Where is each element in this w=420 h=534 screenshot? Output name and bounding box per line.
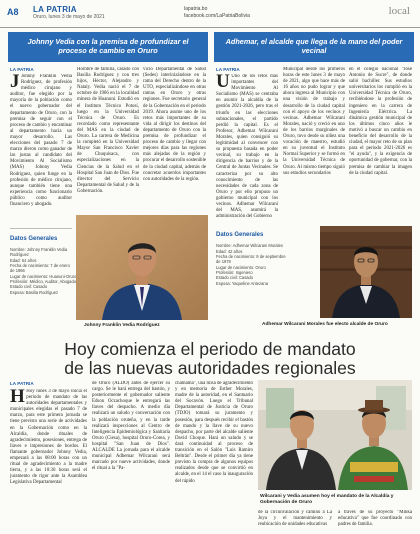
story-left-col1 bbox=[10, 74, 72, 212]
main-col2: de Oruro (ALDO) antes de ejercer su cargo. Se le hará entrega del bastón, y posteriormente el gobernador saliente Edson Oczachoque le entregará las llaves del despacho. A medio día realizará un saludo y conversación con la población oruteña, y en la tarde realizará inspecciones al Centro de Inteligencia Epidemiológica y Sanitaria Oruro (Ciesa), hospital Oruro-Corea, y hospital "San Juan de Dios". ALCALDE La jornada para el alcalde municipal Adhemar Wilcarani será marcado por nueve actividades, donde el ritual a la "Pa- bbox=[92, 381, 170, 472]
story-right-col1-text: Uno de los retos más importantes del Movimiento Al Socialismo (MAS) se centraba en asumir la alcaldía de la gestión 2021-2026, pero tras el triunfo en las elecciones subnacionales, el partido perdió la capital. Es el Profesor, Adhemar Wilcarani Morales, quien consiguió su legitimidad al convencer con su propuesta basada en poder vecinal, su trabajo en la dirigencia de barrios y de la Central de Juntas Vecinales. Se caracteriza por su alto conocimiento de las necesidades de cada zona de Oruro y por ello propuso un gobierno municipal con los vecinos. Adhemar Wilcarani del MAS, asumirá la administración del Gobierno bbox=[216, 74, 278, 220]
main-col5: a través de su proyecto "Minka educativa" que fue coordinado con padres de familia. bbox=[338, 510, 412, 528]
story-right-banner: Adhemar, el alcalde que llega de la mano del poder vecinal bbox=[214, 32, 414, 62]
brand-name: LA PATRIA bbox=[33, 5, 77, 14]
box-line: de 1978 bbox=[216, 259, 231, 264]
headline-line-1: Hoy comienza el periodo de mandato bbox=[64, 339, 356, 359]
story-right-col1 bbox=[216, 74, 278, 224]
box-line: Rodríguez bbox=[10, 252, 29, 257]
box-line: Nombre: Adhemar Wilcarani Morales bbox=[216, 243, 283, 248]
wilcarani-portrait bbox=[320, 226, 412, 318]
dropcap: J bbox=[10, 74, 20, 92]
story-right-col3: en el colegio nacional "José Antonio de Sucre", de donde salió bachiller. Sus estudios universitarios los cumplió en la Universidad Técnica de Oruro, recibiéndose la profesión de ingeniero en la carrera de Ingeniería Eléctrica. La dinámica gestión municipal de los últimos cinco años le motivó a buscar un cambio en beneficio del desarrollo de la ciudad, el mayor reto de su plan para el periodo 2021-2026 es "el ayuda", y la exigencia de oportunidad de gobernar, con la premisa de cambiar la imagen de la ciudad capital. bbox=[349, 67, 412, 176]
box-line: Profesión: Médico, Auditor, Abogado bbox=[10, 279, 76, 284]
story-left-caption: Johnny Franklin Vedia Rodríguez bbox=[84, 323, 160, 328]
box-line: Estado civil: Casado bbox=[216, 275, 254, 280]
box-line: Fecha de nacimiento: 7 de enero bbox=[10, 263, 70, 268]
box-line: de 1966 bbox=[10, 268, 25, 273]
social-link[interactable]: facebook.com/LaPatriaBolivia bbox=[184, 13, 250, 19]
box-line: Esposa: Basilia Rodríguez bbox=[10, 290, 59, 295]
divider bbox=[10, 228, 72, 229]
main-kicker: LA PATRIA bbox=[10, 381, 34, 386]
wilcarani-photo bbox=[320, 226, 412, 318]
dateline: Oruro, lunes 3 de mayo de 2021 bbox=[33, 14, 105, 20]
ceremony-scene bbox=[258, 380, 412, 490]
story-right-caption: Adhemar Wilcarani Morales fue electo alcalde de Oruro bbox=[262, 322, 388, 327]
main-headline bbox=[14, 340, 406, 378]
vedia-photo bbox=[76, 215, 208, 320]
story-right-col2: Municipal desde los primeros horas de este lunes 3 de mayo de 2021, algo que hace más de 16 años no pudo lograr y que ahora ingresa al Municipio con una visión de trabajo y desarrollo de la ciudad capital con el apoyo de los vecinos y vecinas. Adhemar Wilcarani Morales, nació y creció en uno de los barrios marginales de Oruro, tuvo desde su niñez una vocación de maestro, estudió en su juventud el Instituto Normal Superior y se formó en la Universidad Técnica de Oruro. Al mismo tiempo siguió sus estudios secundarios bbox=[283, 67, 345, 176]
box-line: Profesión: Ingeniero bbox=[216, 270, 253, 275]
dropcap: H bbox=[10, 389, 25, 407]
box-line: Esposa: Yaqueline Antezana bbox=[216, 281, 268, 286]
story-left-kicker: LA PATRIA bbox=[10, 67, 34, 72]
story-right-kicker: LA PATRIA bbox=[216, 67, 240, 72]
box-line: Edad: 42 años bbox=[216, 249, 243, 254]
main-col1-text: Hoy lunes 3 de mayo inicia el periodo de mandato de las autoridades departamentales y municipales elegidas el pasado 7 de marzo, para este primera jornada se tiene previsto una serie de actividades en la Gobernación como en la Alcaldía, donde rituales de agradecimiento, posesiones, entrega de llaves e impresiones de bordos. El flamante gobernador Johnny Vedia, empezará a las 08:00 horas con un ritual de agradecimiento a la madre tierra, y a las 10:30 horas será el juramento de rigor ante la Asamblea Legislativa Departamental bbox=[10, 389, 87, 486]
headline-line-2: de las nuevas autoridades regionales bbox=[64, 358, 356, 378]
ceremony-photo bbox=[258, 380, 412, 490]
story-right-box-title: Datos Generales bbox=[216, 232, 264, 238]
masthead bbox=[0, 0, 420, 28]
website[interactable]: lapatria.bo bbox=[184, 6, 208, 12]
story-left-col2: Hombre de familia, casado con Basilia Rodríguez y con tres hijos, Héctor, Alejandro y Nataly. Vedia nació el 7 de octubre de 1966 en la localidad minera de Huanuni. Estudió en el Instituto Técnico Potosí, luego en la Universidad Técnica de Oruro. Es recordado como representante del MAS en la ciudad de Oruro. La carrera de Medicina la completó en la Universidad Mayor San Francisco Xavier de Chuquisaca, con especializaciones en la Ciencias de la Salud en el Hospital San Juan de Dios. Fue director del Servicio Departamental de Salud y de la Gobernación. bbox=[77, 67, 139, 194]
page-number: A8 bbox=[7, 7, 19, 17]
main-col1 bbox=[10, 389, 87, 527]
vedia-portrait bbox=[76, 215, 208, 320]
box-line: Lugar de nacimiento: Huanuni-Oruro bbox=[10, 274, 77, 279]
story-left-col3: vicio Departamental de Salud (Sedes) interinizándose en la rama del Derecho dentro de la UTO, especializándose en otras ramas en Oruro y otras regiones. Fue secretario general de la Gobernación en el periodo 2019. Ahora asume uno de los retos más importantes de su vida al dirigir los destinos del departamento de Oruro con la premisa de profundizar el proceso de cambio y llegar con mejores días para las regiones más alejadas de la región y procurar el desarrollo sostenible de la ciudad capital, además de concretar acuerdos importantes con autoridades de la región. bbox=[143, 67, 206, 182]
story-left-box-title: Datos Generales bbox=[10, 236, 58, 242]
dropcap: U bbox=[216, 74, 230, 92]
box-line: Estado civil: Casado bbox=[10, 284, 48, 289]
box-line: Edad: 54 años bbox=[10, 258, 37, 263]
box-line: Fecha de nacimiento: 9 de septiembre bbox=[216, 254, 286, 259]
story-left-banner: Johnny Vedia con la premisa de profundizar el proceso de cambio en Oruro bbox=[8, 32, 208, 62]
main-col3: chamama", una misa de agradecimiento y en memoria de Esther Morales, madre de la autoridad, en el Santuario del Socavón. Luego el Tribunal Departamental de Justicia de Oruro (TDJO) tomará su juramento y posesión, para después recibir el bastón de mando y la llave de su nuevo despacho, por parte del alcalde saliente David Choque. Hará un saludo y se dará continuidad al proceso de transición en el Salón "Luis Ramiro Beltrán". Desde el primer día ya tiene previsto la compra de algunos equipos realizados desde que se convirtió en alcalde, en el 14 el caso la inauguración del rápido bbox=[175, 381, 253, 484]
section-label: local bbox=[388, 5, 410, 17]
box-line: Nombre: Johnny Franklin Vedia bbox=[10, 247, 68, 252]
box-line: Lugar de nacimiento: Oruro bbox=[216, 265, 266, 270]
main-caption: Wilcarani y Vedia asumen hoy el mandato de la Alcaldía y Gobernación de Oruro bbox=[260, 494, 394, 505]
story-left-col1-text: Johnny Franklin Vedia Rodríguez, de profesión médico cirujano y auditor, fue elegido por la mayoría de la población como el nuevo gobernador del departamento de Oruro, con la premisa de seguir con el proceso de cambio y encaminar al departamento hacia un mayor desarrollo. Las elecciones del pasado 7 de marzo dieron como ganador de las justas al candidato del Movimiento Al Socialismo (MAS) Johnny Vedia Rodríguez, quien funge en la profesión de médico cirujano, aunque también tiene una experiencia como funcionario público como auditor financiero y abogado. bbox=[10, 74, 72, 207]
main-col4: de la circunvalación y camino a La Joya y el mantenimiento y reubicación de unidades educativas bbox=[258, 510, 332, 528]
